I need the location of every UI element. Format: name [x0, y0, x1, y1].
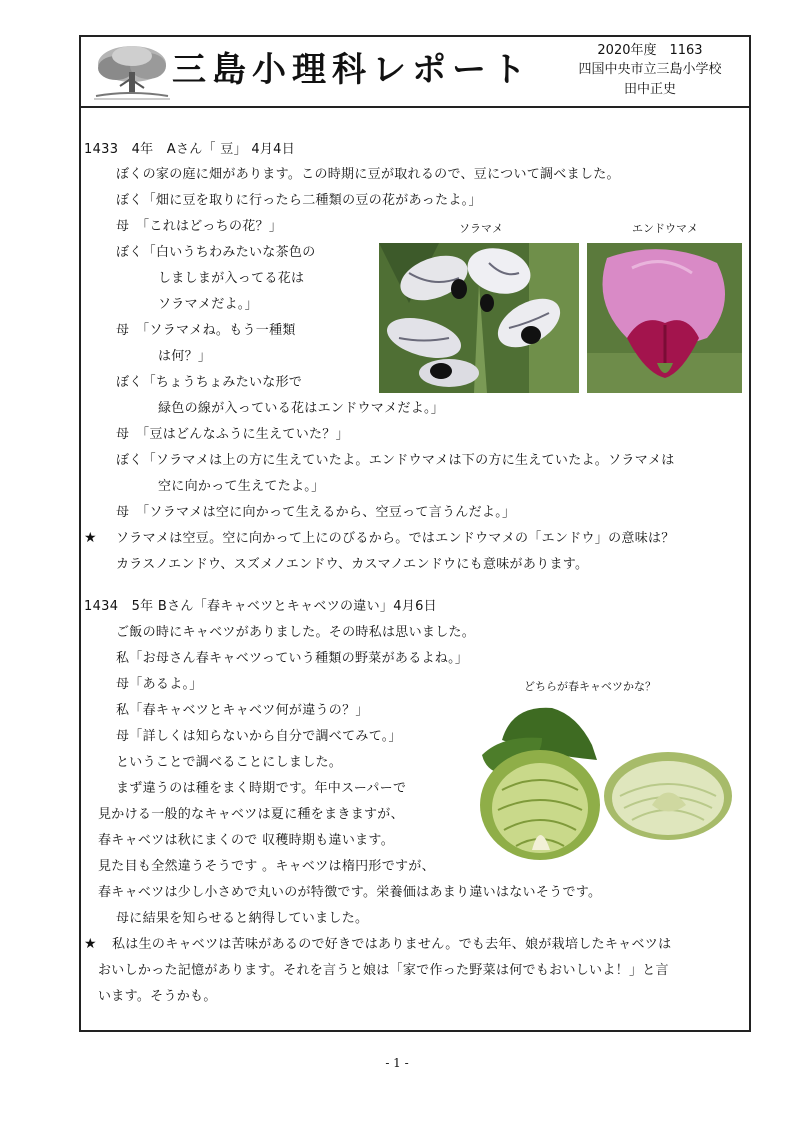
report1-line: ぼくの家の庭に畑があります。この時期に豆が取れるので、豆について調べました。: [116, 167, 620, 182]
report2-comment-line: 私は生のキャベツは苦味があるので好きではありません。でも去年、娘が栽培したキャベツは: [112, 937, 672, 952]
report1-line: 母 「ソラマメは空に向かって生えるから、空豆って言うんだよ。」: [116, 505, 516, 520]
report-title: 三島小理科レポート: [172, 50, 532, 90]
report2-line: 春キャベツは秋にまくので 収穫時期も違います。: [98, 833, 394, 848]
star-icon: ★: [84, 530, 97, 546]
report2-comment-mark: [84, 936, 97, 953]
report2-line: 見た目も全然違うそうです 。キャベツは楕円形ですが、: [98, 859, 435, 874]
year-issue: 2020年度 1163: [597, 43, 703, 58]
cabbage-photo: [472, 700, 740, 865]
report2-line: 私「春キャベツとキャベツ何が違うの？」: [116, 703, 369, 718]
report1-comment-line: カラスノエンドウ、スズメノエンドウ、カスマノエンドウにも意味があります。: [116, 557, 589, 572]
report1-heading: 1433 4年 Aさん「 豆」 4月4日: [84, 142, 296, 157]
page-number: - 1 -: [385, 1056, 409, 1070]
report1-line: ぼく「ソラマメは上の方に生えていたよ。エンドウマメは下の方に生えていたよ。ソラマメは: [116, 453, 675, 468]
report1-line: ソラマメだよ。」: [158, 297, 258, 312]
report2-line: 見かける一般的なキャベツは夏に種をまきますが、: [98, 807, 404, 822]
tree-logo: [92, 42, 172, 102]
photo-caption-cabbage: どちらが春キャベツかな？: [524, 680, 656, 693]
report2-line: まず違うのは種をまく時期です。年中スーパーで: [116, 781, 407, 796]
broad-bean-flower-photo: [379, 243, 579, 393]
pea-flower-photo: [587, 243, 742, 393]
report2-comment-line: います。そうかも。: [98, 989, 217, 1004]
header-divider: [79, 106, 751, 108]
star-icon: ★: [84, 936, 97, 952]
report2-comment-line: おいしかった記憶があります。それを言うと娘は「家で作った野菜は何でもおいしいよ！」と言: [98, 963, 669, 978]
report1-line: 母 「豆はどんなふうに生えていた？」: [116, 427, 349, 442]
school-name: 四国中央市立三島小学校: [578, 62, 722, 77]
report1-line: ぼく「ちょうちょみたいな形で: [116, 375, 303, 390]
report1-line: 空に向かって生えてたよ。」: [158, 479, 325, 494]
report1-line: ぼく「白いうちわみたいな茶色の: [116, 245, 316, 260]
report2-line: ご飯の時にキャベツがありました。その時私は思いました。: [116, 625, 476, 640]
report2-line: 母「あるよ。」: [116, 677, 203, 692]
report2-line: ということで調べることにしました。: [116, 755, 343, 770]
report1-comment-mark: [84, 530, 97, 547]
report2-line: 母に結果を知らせると納得していました。: [116, 911, 369, 926]
report1-line: ぼく「畑に豆を取りに行ったら二種類の豆の花があったよ。」: [116, 193, 482, 208]
photo-caption-broad-bean: ソラマメ: [459, 222, 503, 235]
report1-line: は何？」: [158, 349, 212, 364]
report1-line: 緑色の線が入っている花はエンドウマメだよ。」: [158, 401, 445, 416]
report2-line: 母「詳しくは知らないから自分で調べてみて。」: [116, 729, 402, 744]
report2-line: 私「お母さん春キャベツっていう種類の野菜があるよね。」: [116, 651, 469, 666]
photo-caption-pea: エンドウマメ: [632, 222, 698, 235]
report1-comment-line: ソラマメは空豆。空に向かって上にのびるから。ではエンドウマメの「エンドウ」の意味は？: [116, 531, 675, 546]
report2-line: 春キャベツは少し小さめで丸いのが特徴です。栄養価はあまり違いはないそうです。: [98, 885, 602, 900]
author-name: 田中正史: [623, 82, 676, 97]
report1-line: 母 「これはどっちの花？」: [116, 219, 283, 234]
report1-line: しましまが入ってる花は: [158, 271, 305, 286]
report1-line: 母 「ソラマメね。もう一種類: [116, 323, 296, 338]
report2-heading: 1434 5年 Bさん「春キャベツとキャベツの違い」4月6日: [84, 599, 437, 614]
